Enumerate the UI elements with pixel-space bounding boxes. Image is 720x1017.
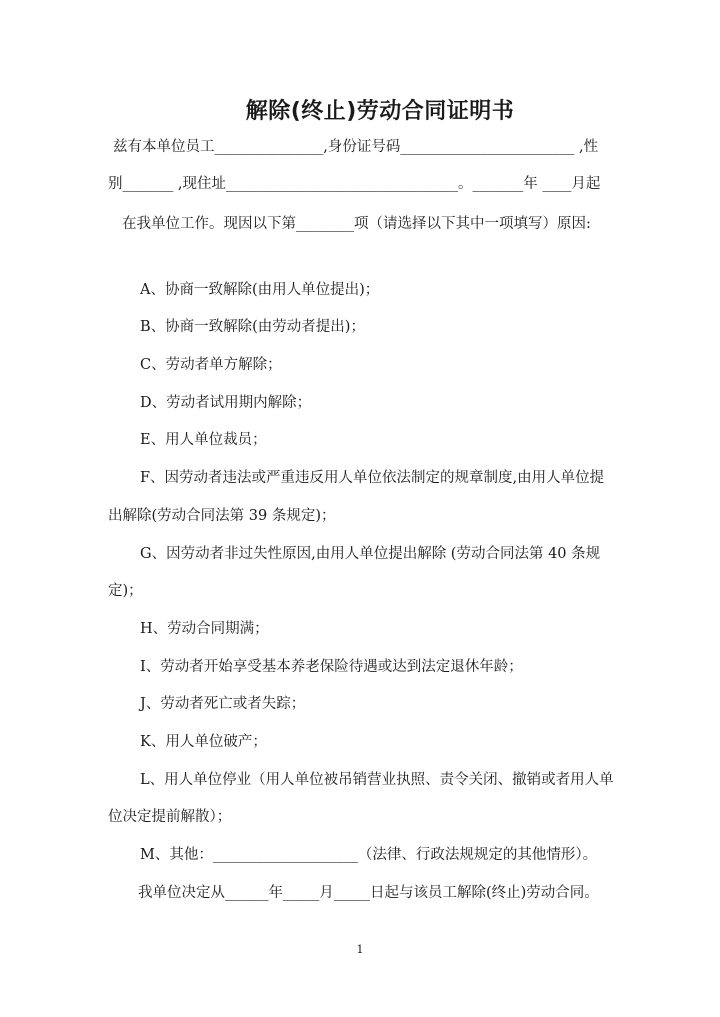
option-b: B、协商一致解除(由劳动者提出)； [140,319,365,335]
option-k: K、用人单位破产； [140,734,267,750]
option-e: E、用人单位裁员； [140,432,267,448]
intro-line-1: 兹有本单位员工_______________,身份证号码________________________ ,性 [113,139,599,155]
page-number: 1 [356,943,364,956]
option-j: J、劳动者死亡或者失踪； [140,696,306,712]
option-g-line-1: G、因劳动者非过失性原因,由用人单位提出解除 (劳动合同法第 40 条规 [140,546,601,562]
option-l-line-2: 位决定提前解散）； [108,809,232,825]
option-d: D、劳动者试用期内解除； [140,395,312,411]
option-g-line-2: 定)； [108,583,143,599]
option-c: C、劳动者单方解除； [140,357,282,373]
document-title: 解除(终止)劳动合同证明书 [245,99,515,124]
option-i: I、劳动者开始享受基本养老保险待遇或达到法定退休年龄； [140,659,523,675]
option-a: A、协商一致解除(由用人单位提出)； [140,282,380,298]
option-m: M、其他：____________________（法律、行政法规规定的其他情形）。 [140,847,598,863]
intro-line-3: 在我单位工作。现因以下第________项（请选择以下其中一项填写）原因: [122,216,591,232]
option-h: H、劳动合同期满； [140,621,269,637]
option-f-line-1: F、因劳动者违法或严重违反用人单位依法制定的规章制度,由用人单位提 [140,470,605,486]
intro-line-2: 别_______ ,现住址________________________________。_______年 ____月起 [108,176,601,192]
option-f-line-2: 出解除(劳动合同法第 39 条规定)； [108,508,336,524]
decision-statement: 我单位决定从______年_____月_____日起与该员工解除(终止)劳动合同。 [138,885,599,901]
option-l-line-1: L、用人单位停业（用人单位被吊销营业执照、责令关闭、撤销或者用人单 [140,772,614,788]
